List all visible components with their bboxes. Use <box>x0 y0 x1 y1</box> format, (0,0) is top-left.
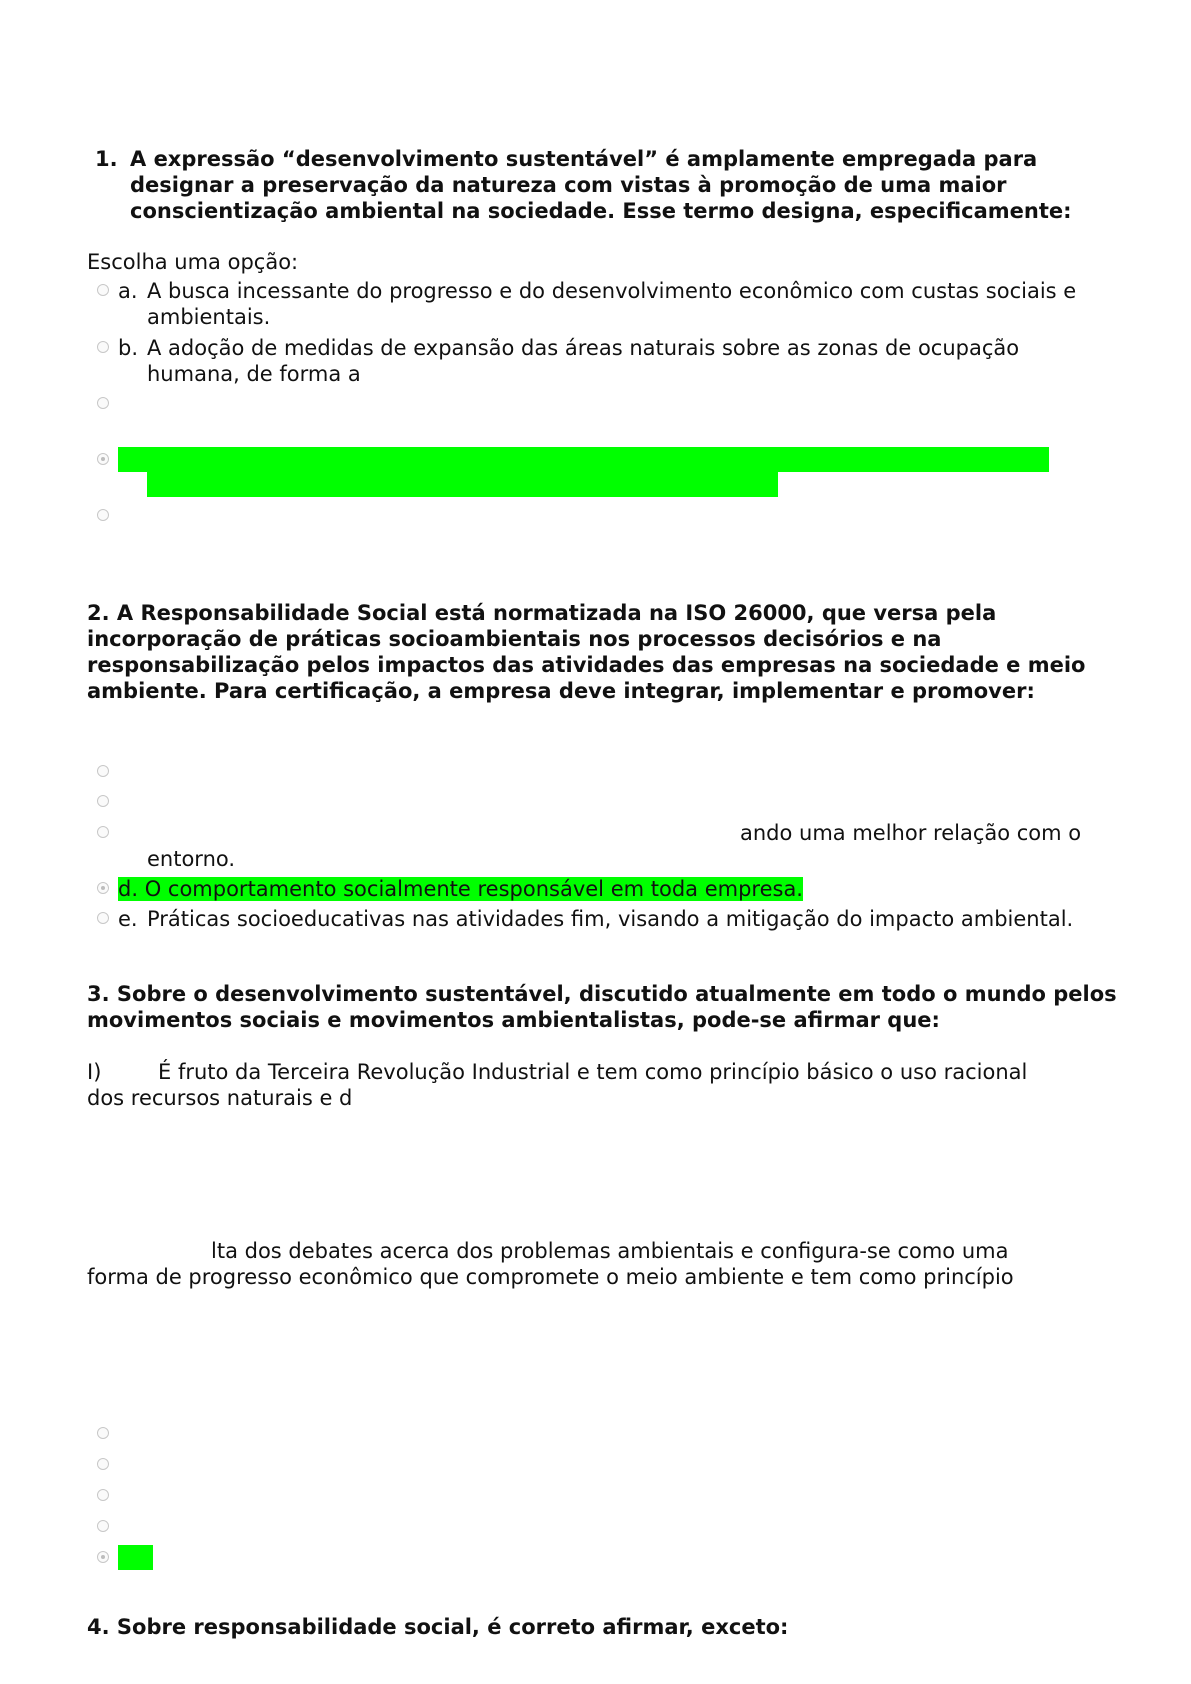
question-2-line-3: responsabilização pelos impactos das atividades das empresas na sociedade e meio <box>87 653 1086 677</box>
q2-option-c-line-2: entorno. <box>147 847 236 871</box>
q2-option-d-letter: d. <box>118 877 139 901</box>
q1-option-d-radio-selected[interactable] <box>97 453 109 465</box>
choose-option-prompt: Escolha uma opção: <box>87 250 299 274</box>
q1-option-d-highlight-line-1 <box>118 447 1049 472</box>
question-1-number: 1. <box>95 147 118 171</box>
q1-option-b-radio[interactable] <box>97 341 109 353</box>
q2-option-d <box>118 876 803 902</box>
q1-option-a-letter: a. <box>118 279 138 303</box>
q3-option-a-radio[interactable] <box>97 1427 109 1439</box>
question-4-title: 4. Sobre responsabilidade social, é correto afirmar, exceto: <box>87 1615 789 1639</box>
q2-option-d-radio-selected[interactable] <box>97 882 109 894</box>
q3-item-1-line-1: É fruto da Terceira Revolução Industrial e tem como princípio básico o uso racional <box>158 1060 1028 1084</box>
q3-fragment-line-1: lta dos debates acerca dos problemas ambientais e configura-se como uma <box>211 1239 1009 1263</box>
q2-option-c-radio[interactable] <box>97 826 109 838</box>
question-2-line-2: incorporação de práticas socioambientais nos processos decisórios e na <box>87 627 942 651</box>
q3-fragment-line-2: forma de progresso econômico que compromete o meio ambiente e tem como princípio <box>87 1265 1014 1289</box>
q3-item-1-label: I) <box>87 1060 102 1084</box>
q3-option-e-highlight <box>118 1545 153 1570</box>
q1-option-a-radio[interactable] <box>97 284 109 296</box>
q1-option-b-letter: b. <box>118 336 139 360</box>
question-3-line-2: movimentos sociais e movimentos ambientalistas, pode-se afirmar que: <box>87 1008 940 1032</box>
q3-item-1-line-2: dos recursos naturais e d <box>87 1086 353 1110</box>
q3-option-c-radio[interactable] <box>97 1489 109 1501</box>
q2-option-e-radio[interactable] <box>97 912 109 924</box>
q1-option-c-radio[interactable] <box>97 397 109 409</box>
q2-option-a-radio[interactable] <box>97 765 109 777</box>
q1-option-b-line-1: A adoção de medidas de expansão das áreas naturais sobre as zonas de ocupação <box>147 336 1020 360</box>
question-1-line-3: conscientização ambiental na sociedade. Esse termo designa, especificamente: <box>130 199 1072 223</box>
q3-option-d-radio[interactable] <box>97 1520 109 1532</box>
q1-option-b-line-2: humana, de forma a <box>147 362 361 386</box>
q1-option-e-radio[interactable] <box>97 509 109 521</box>
q3-option-e-radio-selected[interactable] <box>97 1551 109 1563</box>
q1-option-d-highlight-line-2 <box>147 472 778 497</box>
q1-option-a-line-2: ambientais. <box>147 305 271 329</box>
question-1-line-1: A expressão “desenvolvimento sustentável” é amplamente empregada para <box>130 147 1038 171</box>
q2-option-e-text: Práticas socioeducativas nas atividades fim, visando a mitigação do impacto ambiental. <box>147 907 1074 931</box>
q2-option-c-fragment: ando uma melhor relação com o <box>740 821 1082 845</box>
q2-option-b-radio[interactable] <box>97 795 109 807</box>
question-2-line-1: 2. A Responsabilidade Social está normatizada na ISO 26000, que versa pela <box>87 601 997 625</box>
q3-option-b-radio[interactable] <box>97 1458 109 1470</box>
q2-option-e-letter: e. <box>118 907 138 931</box>
question-1-line-2: designar a preservação da natureza com vistas à promoção de uma maior <box>130 173 1007 197</box>
q1-option-a-line-1: A busca incessante do progresso e do desenvolvimento econômico com custas sociais e <box>147 279 1077 303</box>
q2-option-d-text: O comportamento socialmente responsável em toda empresa. <box>144 877 803 901</box>
question-2-line-4: ambiente. Para certificação, a empresa deve integrar, implementar e promover: <box>87 679 1035 703</box>
question-3-line-1: 3. Sobre o desenvolvimento sustentável, discutido atualmente em todo o mundo pelos <box>87 982 1117 1006</box>
